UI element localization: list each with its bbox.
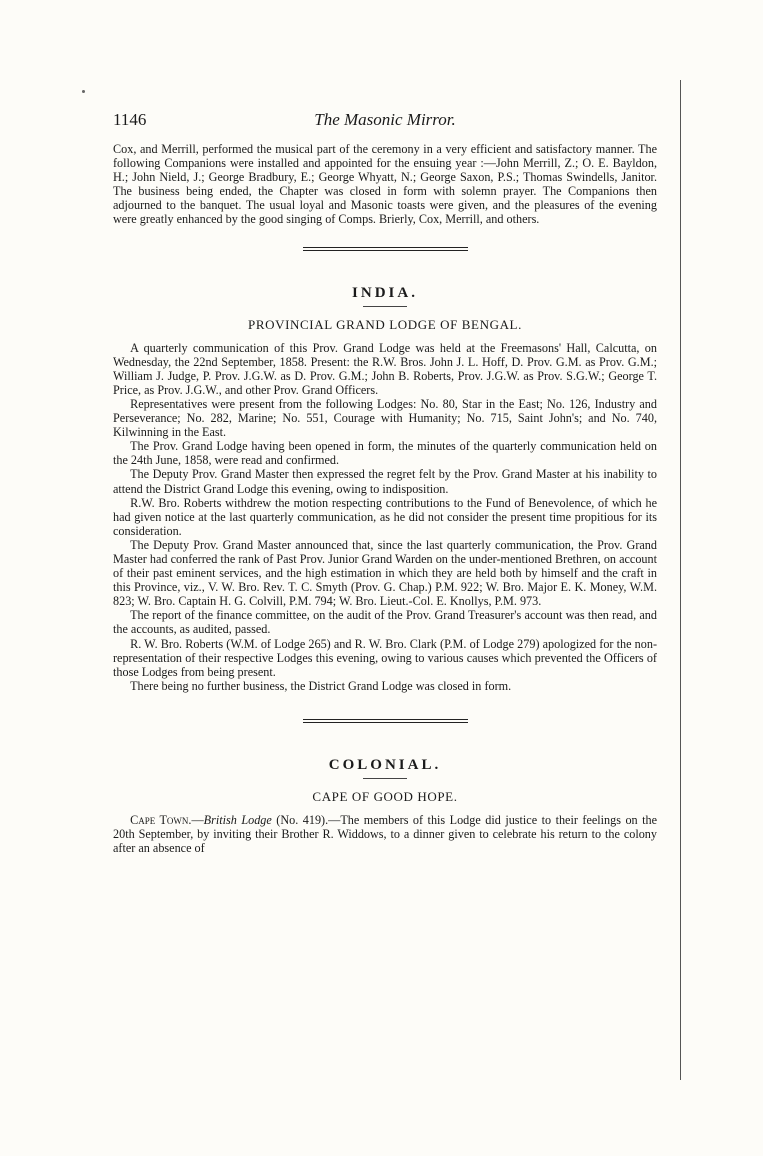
heading-underline (363, 306, 407, 307)
india-paragraph: R. W. Bro. Roberts (W.M. of Lodge 265) and R. W. Bro. Clark (P.M. of Lodge 279) apologized for the non-representation of their respective Lodges this evening, owing to various causes which prevented the Officers of those Lodges from being present. (113, 636, 657, 679)
subheading-cape: CAPE OF GOOD HOPE. (312, 788, 458, 804)
page-header (113, 110, 657, 134)
india-paragraph: The report of the finance committee, on the audit of the Prov. Grand Treasurer's account was then read, and the accounts, as audited, passed. (113, 608, 657, 637)
running-title: The Masonic Mirror. (314, 110, 456, 129)
heading-underline (363, 778, 407, 779)
india-paragraph: There being no further business, the District Grand Lodge was closed in form. (130, 678, 512, 693)
india-paragraph: The Deputy Prov. Grand Master then expressed the regret felt by the Prov. Grand Master at his inability to attend the District Grand Lodge this evening, owing to indisposition. (113, 467, 657, 496)
page-number: 1146 (113, 110, 147, 129)
subheading-bengal: PROVINCIAL GRAND LODGE OF BENGAL. (248, 316, 522, 332)
section-divider-rule (303, 247, 468, 251)
india-paragraph: The Prov. Grand Lodge having been opened in form, the minutes of the quarterly communication held on the 24th June, 1858, were read and confirmed. (113, 439, 657, 468)
lodge-name: British Lodge (203, 812, 272, 827)
page-edge-rule (680, 80, 681, 1080)
section-divider-rule (303, 719, 468, 723)
colonial-text: (No. 419).—The members of this Lodge did justice to their feelings on the 20th September, by inviting their Brother R. Widdows, to a dinner given to celebrate his return to the colony after an absence of (113, 812, 658, 856)
india-paragraph: R.W. Bro. Roberts withdrew the motion respecting contributions to the Fund of Benevolence, of which he had given notice at the last quarterly communication, as he did not consider the present time propitious for its consideration. (113, 495, 657, 538)
section-heading-india: INDIA. (352, 284, 418, 301)
india-paragraph: A quarterly communication of this Prov. Grand Lodge was held at the Freemasons' Hall, Calcutta, on Wednesday, the 22nd September, 1858. Present: the R.W. Bros. John J. L. Hoff, D. Prov. G.M. as Prov. G.M.; William J. Judge, P. Prov. J.G.W. as D. Prov. G.M.; John B. Roberts, Prov. J.G.W. as Prov. S.G.W.; George T. Price, as Prov. J.G.W., and other Prov. Grand Officers. (113, 340, 657, 397)
india-paragraph: Representatives were present from the following Lodges: No. 80, Star in the East; No. 126, Industry and Perseverance; No. 282, Marine; No. 551, Courage with Humanity; No. 715, Saint John's; and No. 740, Kilwinning in the East. (113, 396, 657, 440)
margin-speck (82, 90, 85, 93)
colonial-paragraph: Cape Town.—British Lodge (No. 419).—The members of this Lodge did justice to their feelings on the 20th September, by inviting their Brother R. Widdows, to a dinner given to celebrate his return to the colony after an absence of (113, 812, 658, 856)
page-content (113, 110, 657, 855)
place-name: Cape Town. (130, 812, 192, 827)
india-paragraph: The Deputy Prov. Grand Master announced that, since the last quarterly communication, the Prov. Grand Master had conferred the rank of Past Prov. Junior Grand Warden on the under-mentioned Brethren, on account of their past eminent services, and the high estimation in which they are held both by himself and the craft in this Province, viz., V. W. Bro. Rev. T. C. Smyth (Prov. G. Chap.) P.M. 922; W. Bro. Major E. K. Money, W.M. 823; W. Bro. Captain H. G. Colvill, P.M. 794; W. Bro. Lieut.-Col. E. Knollys, P.M. 973. (113, 537, 657, 609)
opening-paragraph: Cox, and Merrill, performed the musical part of the ceremony in a very efficient and satisfactory manner. The following Companions were installed and appointed for the ensuing year :—John Merrill, Z.; O. E. Bayldon, H.; John Nield, J.; George Bradbury, E.; George Whyatt, N.; George Saxon, P.S.; Thomas Swindells, Janitor. The business being ended, the Chapter was closed in form with solemn prayer. The Companions then adjourned to the banquet. The usual loyal and Masonic toasts were given, and the pleasures of the evening were greatly enhanced by the good singing of Comps. Brierly, Cox, Merrill, and others. (113, 142, 657, 227)
section-heading-colonial: COLONIAL. (328, 756, 442, 773)
